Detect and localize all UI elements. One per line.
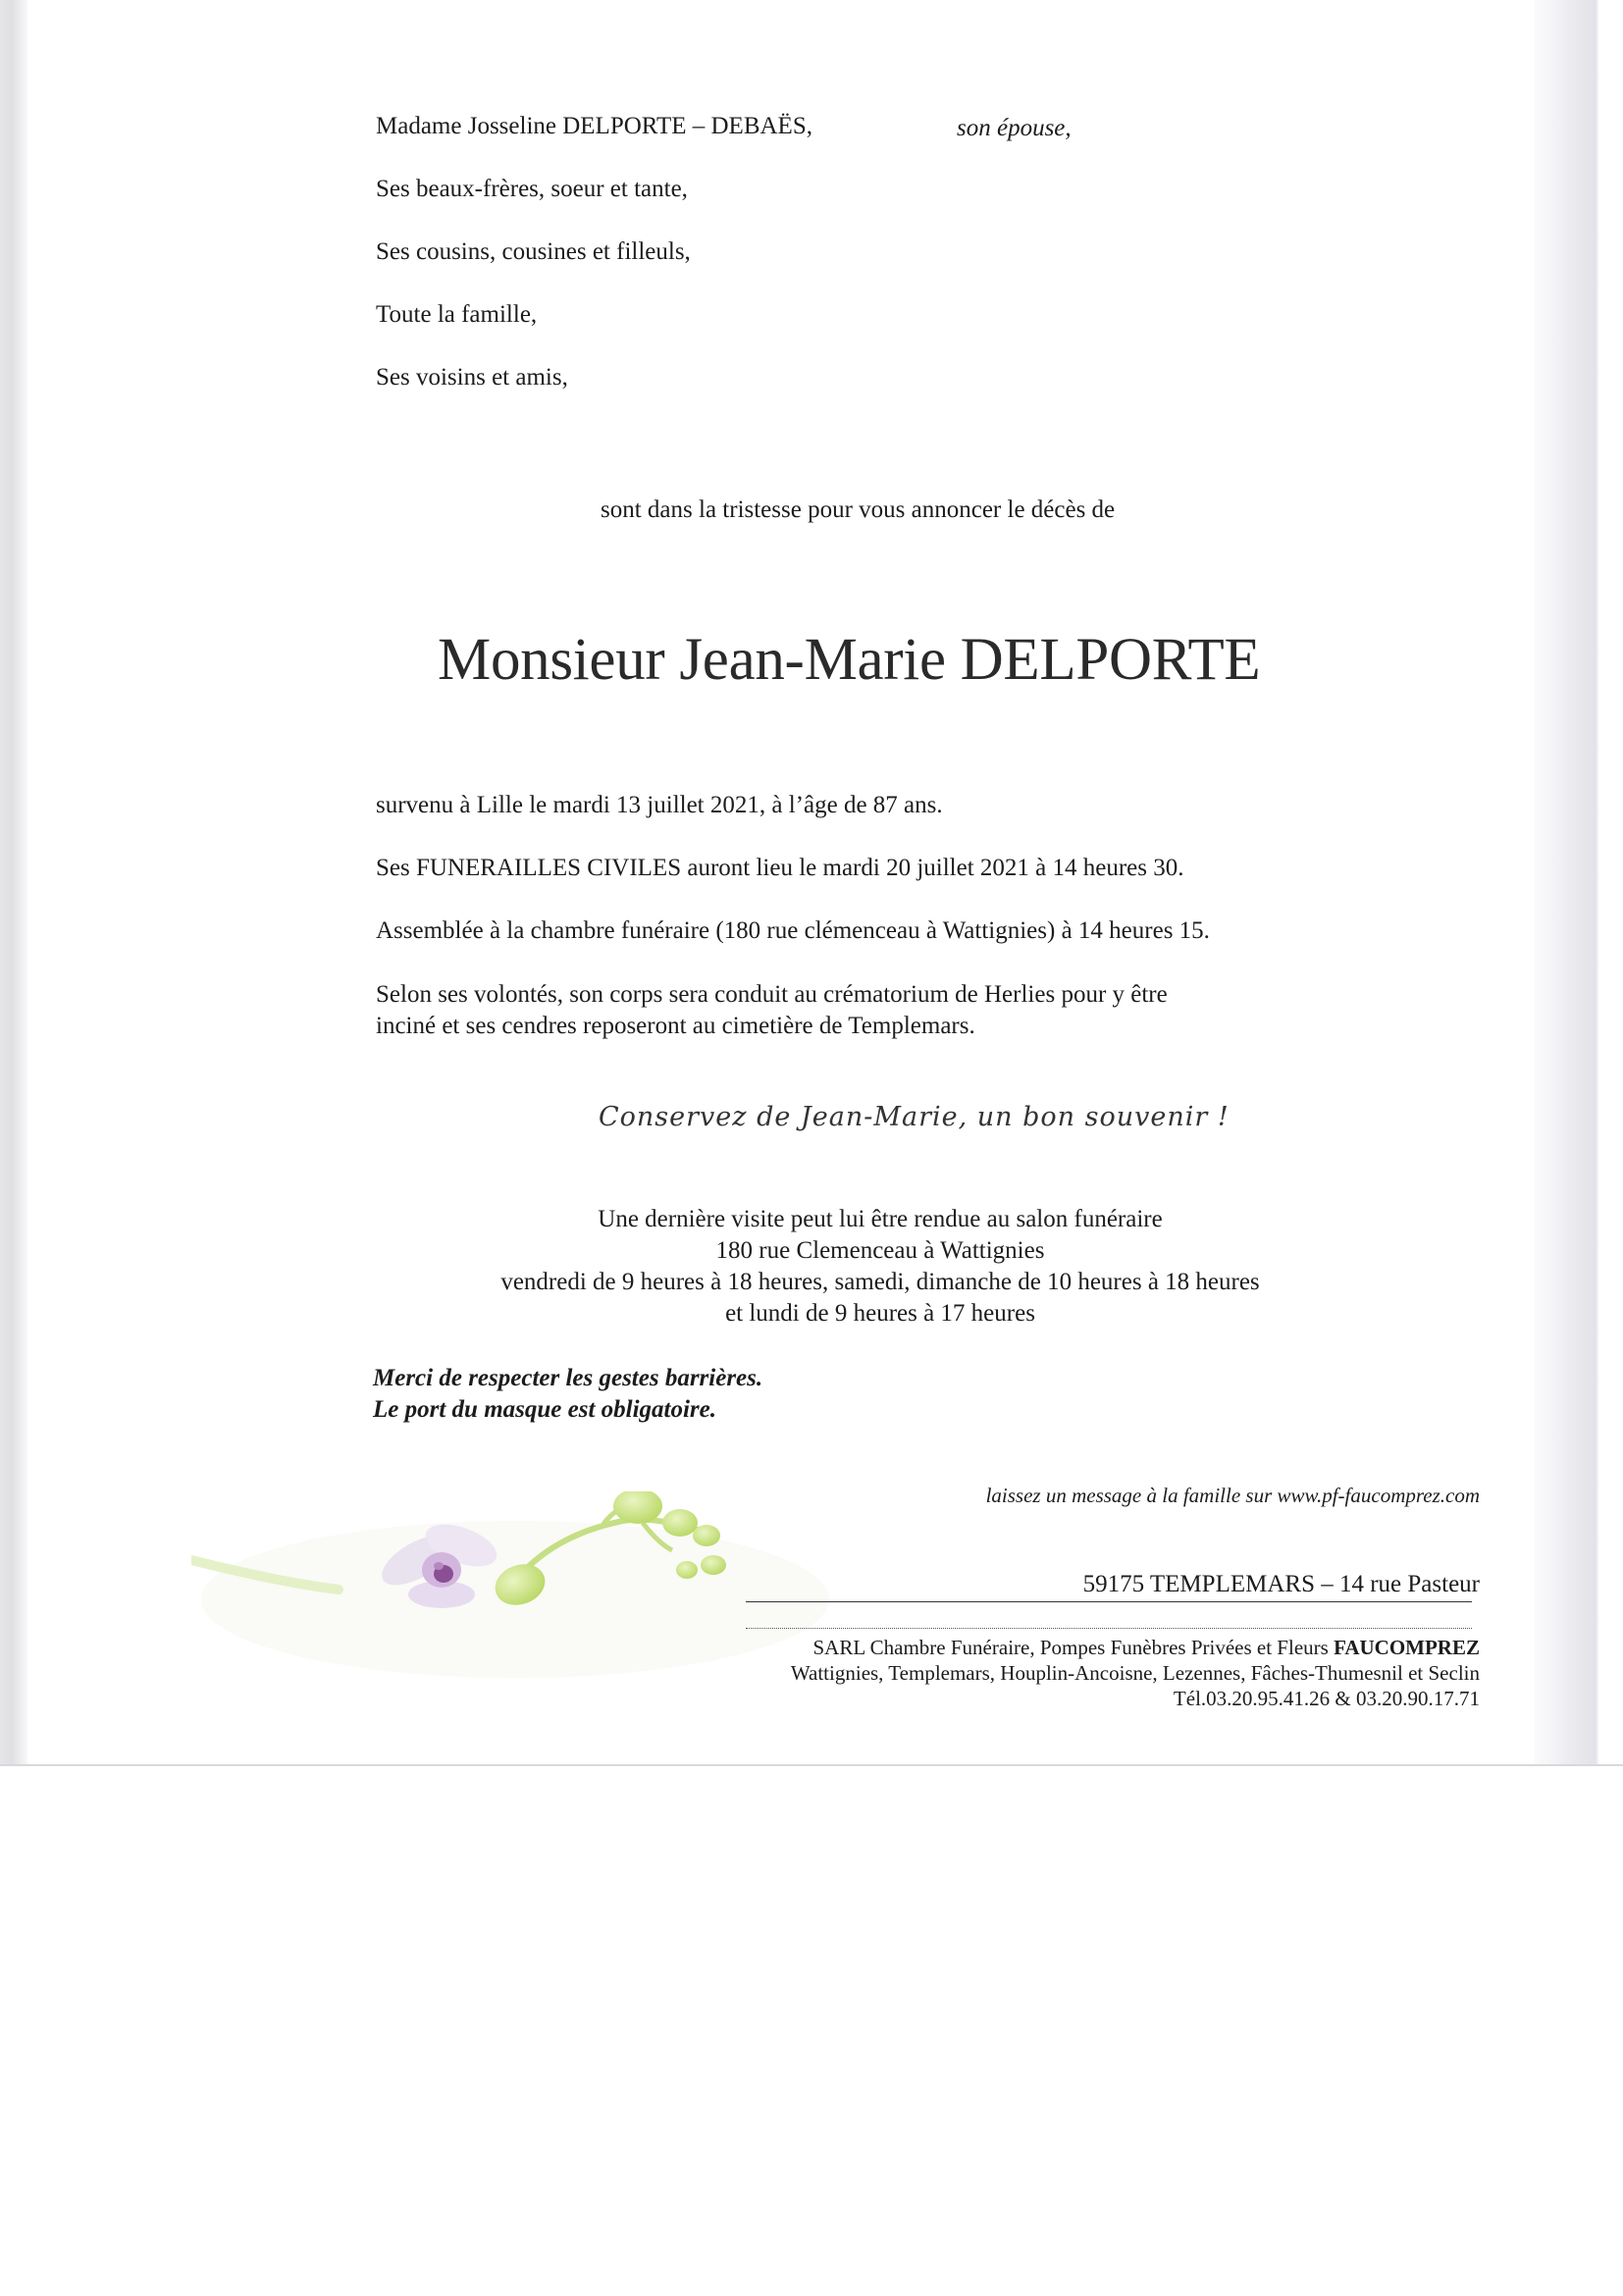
- company-phone: Tél.03.20.95.41.26 & 03.20.90.17.71: [1173, 1687, 1480, 1710]
- funeral-details: Ses FUNERAILLES CIVILES auront lieu le mardi 20 juillet 2021 à 14 heures 30.: [376, 855, 1184, 881]
- wishes-line: inciné et ses cendres reposeront au cimetière de Templemars.: [376, 1013, 975, 1039]
- family-member: Ses beaux-frères, soeur et tante,: [376, 176, 688, 202]
- footer-rule-dotted: [746, 1628, 1472, 1629]
- company-locations: Wattignies, Templemars, Houplin-Ancoisne, Lezennes, Fâches-Thumesnil et Seclin: [790, 1661, 1480, 1685]
- scan-edge-right: [1535, 0, 1623, 1766]
- company-prefix: SARL Chambre Funéraire, Pompes Funèbres Privées et Fleurs: [812, 1636, 1335, 1659]
- sheet-bottom-edge: [0, 1764, 1623, 1766]
- spouse-name: Madame Josseline DELPORTE – DEBAËS,: [376, 113, 812, 139]
- visit-line: 180 rue Clemenceau à Wattignies: [715, 1237, 1045, 1264]
- footer-address: 59175 TEMPLEMARS – 14 rue Pasteur: [1082, 1571, 1480, 1597]
- visit-line: et lundi de 9 heures à 17 heures: [725, 1300, 1035, 1327]
- gathering-details: Assemblée à la chambre funéraire (180 rue clémenceau à Wattignies) à 14 heures 15.: [376, 917, 1210, 944]
- company-line: [687, 1635, 1480, 1660]
- family-member: Toute la famille,: [376, 301, 538, 328]
- souvenir-quote: Conservez de Jean-Marie, un bon souvenir !: [599, 1102, 1230, 1132]
- covid-notice: Le port du masque est obligatoire.: [373, 1396, 716, 1423]
- deceased-name: Monsieur Jean-Marie DELPORTE: [438, 627, 1261, 693]
- message-link: laissez un message à la famille sur www.pf-faucomprez.com: [985, 1484, 1480, 1507]
- family-member: Ses voisins et amis,: [376, 364, 568, 391]
- scan-edge-left: [0, 0, 27, 1766]
- company-name: FAUCOMPREZ: [1334, 1636, 1480, 1659]
- family-member: Ses cousins, cousines et filleuls,: [376, 238, 691, 265]
- visit-line: vendredi de 9 heures à 18 heures, samedi, dimanche de 10 heures à 18 heures: [500, 1269, 1260, 1295]
- spouse-role: son épouse,: [957, 115, 1072, 141]
- covid-notice: Merci de respecter les gestes barrières.: [373, 1365, 763, 1391]
- wishes-line: Selon ses volontés, son corps sera conduit au crématorium de Herlies pour y être: [376, 981, 1168, 1008]
- announcement: sont dans la tristesse pour vous annoncer le décès de: [601, 496, 1116, 523]
- footer-rule: [746, 1601, 1472, 1602]
- visit-line: Une dernière visite peut lui être rendue au salon funéraire: [598, 1206, 1163, 1232]
- death-details: survenu à Lille le mardi 13 juillet 2021, à l’âge de 87 ans.: [376, 792, 943, 818]
